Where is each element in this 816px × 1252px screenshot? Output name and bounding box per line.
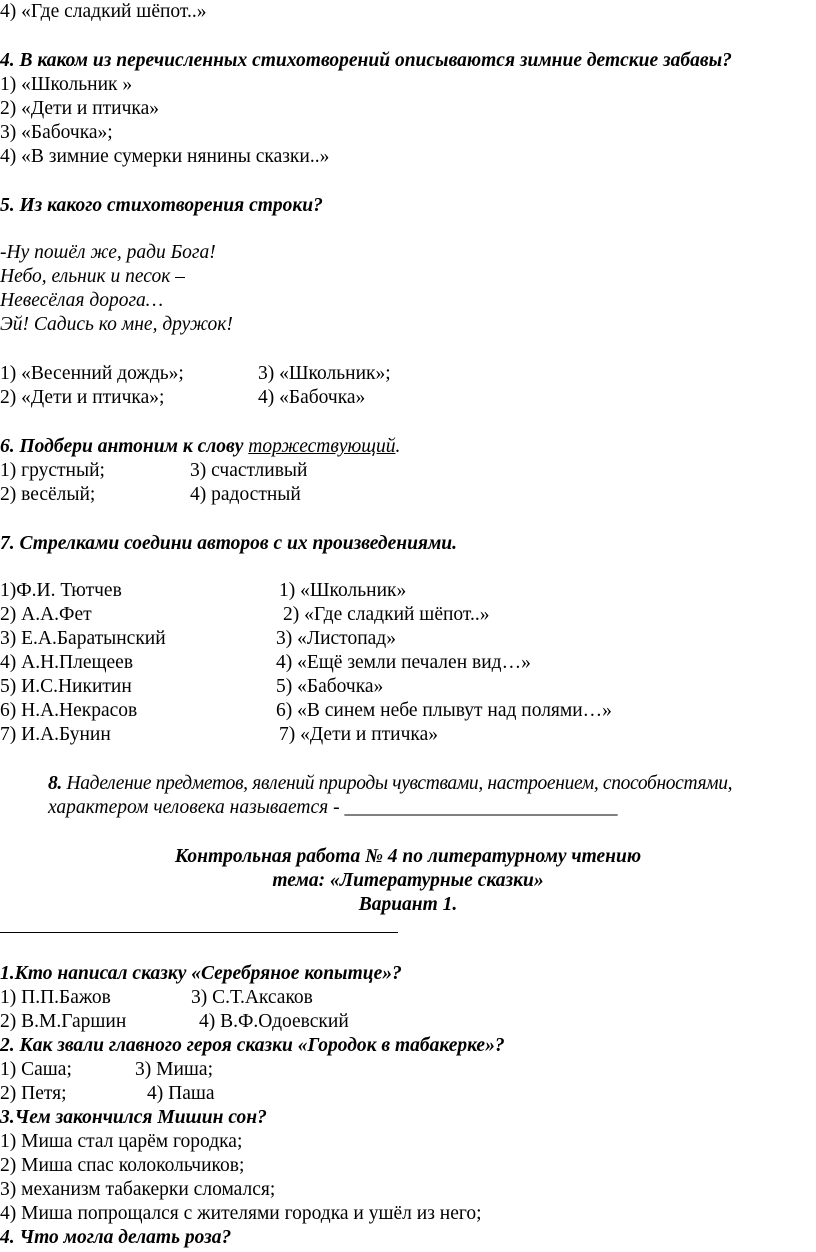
q7-work-5: 5) «Бабочка» — [276, 676, 384, 697]
q7-author-5: 5) И.С.Никитин — [0, 676, 132, 697]
t3-option-2: 2) Миша спас колокольчиков; — [0, 1155, 245, 1176]
q5-option-1: 1) «Весенний дождь»; — [0, 363, 184, 384]
q5-title: 5. Из какого стихотворения строки? — [0, 195, 323, 216]
q7-work-1: 1) «Школьник» — [279, 580, 407, 601]
q7-work-4: 4) «Ещё земли печален вид…» — [276, 652, 531, 673]
q8-answer-blank: ____________________________ — [344, 797, 618, 818]
q4-title: 4. В каком из перечисленных стихотворений описываются зимние детские забавы? — [0, 50, 732, 71]
q7-author-2: 2) А.А.Фет — [0, 604, 92, 625]
q7-author-1: 1)Ф.И. Тютчев — [0, 580, 122, 601]
q8-text-2: характером человека называется - — [48, 797, 345, 818]
q4-option-1: 1) «Школьник » — [0, 74, 133, 95]
q7-author-7: 7) И.А.Бунин — [0, 724, 111, 745]
divider-line — [0, 932, 398, 933]
q7-author-6: 6) Н.А.Некрасов — [0, 700, 138, 721]
t3-option-3: 3) механизм табакерки сломался; — [0, 1179, 276, 1200]
q5-option-2: 2) «Дети и птичка»; — [0, 387, 165, 408]
t3-title: 3.Чем закончился Мишин сон? — [0, 1107, 267, 1128]
q7-author-3: 3) Е.А.Баратынский — [0, 628, 166, 649]
q5-poem-line-2: Небо, ельник и песок – — [0, 266, 185, 287]
test-variant: Вариант 1. — [358, 894, 458, 915]
q7-work-6: 6) «В синем небе плывут над полями…» — [276, 700, 612, 721]
q6-title-end: . — [395, 436, 401, 457]
t4-title: 4. Что могла делать роза? — [0, 1227, 232, 1248]
q7-work-3: 3) «Листопад» — [276, 628, 396, 649]
q7-author-4: 4) А.Н.Плещеев — [0, 652, 134, 673]
q7-title: 7. Стрелками соедини авторов с их произведениями. — [0, 533, 458, 554]
t2-option-3: 3) Миша; — [135, 1059, 213, 1080]
q4-option-4: 4) «В зимние сумерки нянины сказки..» — [0, 146, 330, 167]
q8-number: 8. — [48, 773, 62, 794]
t1-option-3: 3) С.Т.Аксаков — [191, 987, 313, 1008]
t1-option-2: 2) В.М.Гаршин — [0, 1011, 127, 1032]
q6-option-4: 4) радостный — [190, 484, 301, 505]
q6-title-text: 6. Подбери антоним к слову — [0, 436, 249, 457]
q7-work-7: 7) «Дети и птичка» — [279, 724, 438, 745]
t2-option-1: 1) Саша; — [0, 1059, 72, 1080]
t1-option-1: 1) П.П.Бажов — [0, 987, 111, 1008]
q8-line-1 — [48, 772, 732, 796]
q4-option-3: 3) «Бабочка»; — [0, 122, 113, 143]
q4-option-2: 2) «Дети и птичка» — [0, 98, 159, 119]
q8-line-2 — [48, 796, 617, 820]
q5-poem-line-4: Эй! Садись ко мне, дружок! — [0, 314, 233, 335]
q3-option-4: 4) «Где сладкий шёпот..» — [0, 1, 207, 22]
q5-option-4: 4) «Бабочка» — [258, 387, 366, 408]
q6-target-word: торжествующий — [248, 436, 396, 457]
test-topic: тема: «Литературные сказки» — [272, 870, 544, 891]
t3-option-4: 4) Миша попрощался с жителями городка и ушёл из него; — [0, 1203, 482, 1224]
t1-title: 1.Кто написал сказку «Серебряное копытце»? — [0, 963, 402, 984]
t1-option-4: 4) В.Ф.Одоевский — [199, 1011, 349, 1032]
q5-poem-line-1: -Ну пошёл же, ради Бога! — [0, 242, 216, 263]
t2-option-2: 2) Петя; — [0, 1083, 67, 1104]
q5-option-3: 3) «Школьник»; — [258, 363, 391, 384]
t2-option-4: 4) Паша — [147, 1083, 215, 1104]
test-title: Контрольная работа № 4 по литературному чтению — [174, 846, 642, 867]
q6-title — [0, 435, 400, 459]
q6-option-2: 2) весёлый; — [0, 484, 96, 505]
q5-poem-line-3: Невесёлая дорога… — [0, 290, 164, 311]
q7-work-2: 2) «Где сладкий шёпот..» — [283, 604, 490, 625]
t3-option-1: 1) Миша стал царём городка; — [0, 1131, 243, 1152]
q8-text-1: Наделение предметов, явлений природы чувствами, настроением, способностями, — [61, 773, 733, 794]
q6-option-3: 3) счастливый — [190, 460, 308, 481]
q6-option-1: 1) грустный; — [0, 460, 105, 481]
t2-title: 2. Как звали главного героя сказки «Городок в табакерке»? — [0, 1035, 505, 1056]
